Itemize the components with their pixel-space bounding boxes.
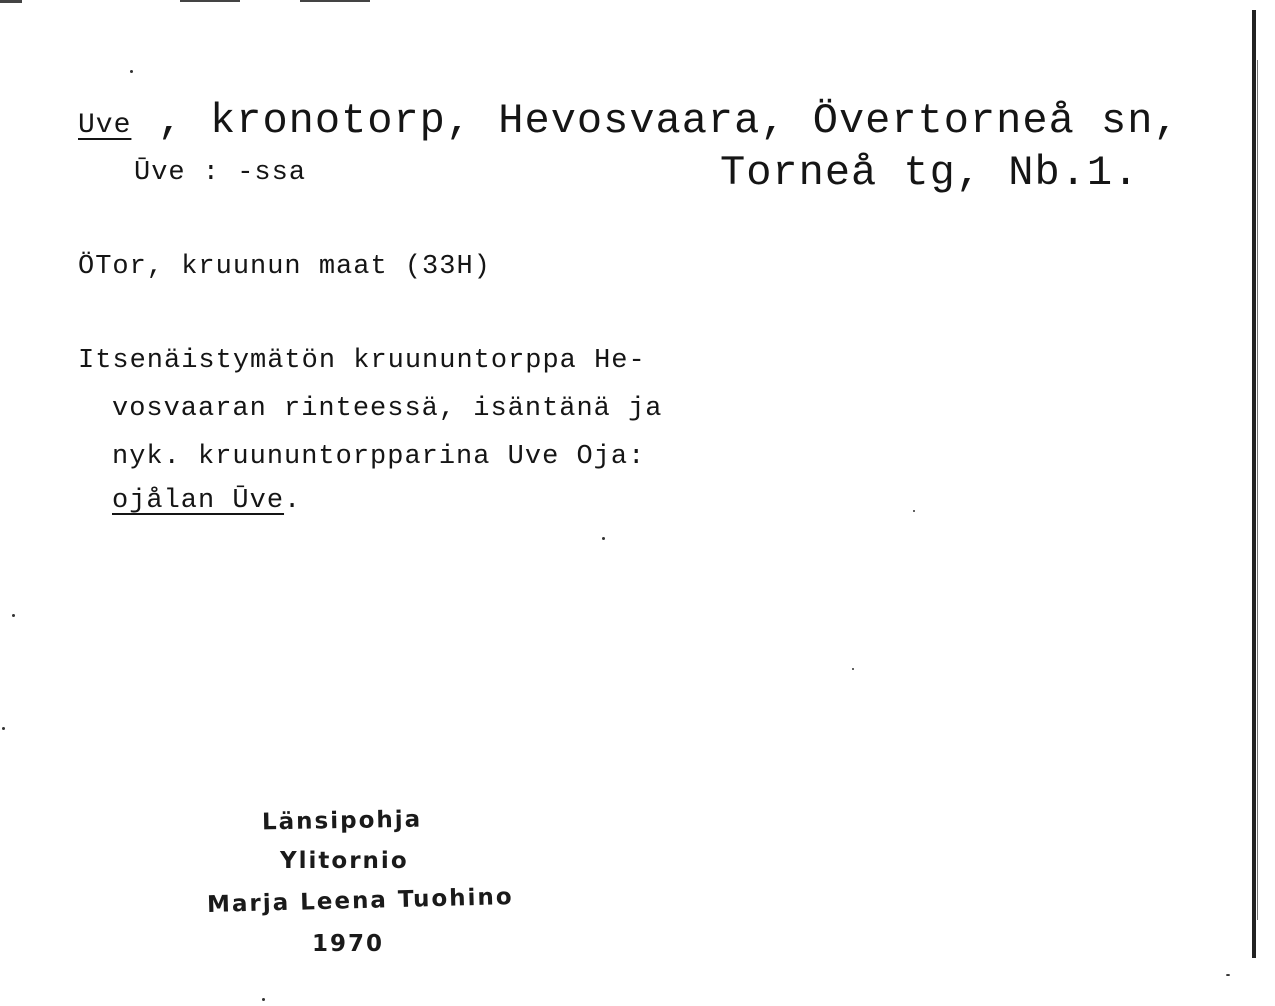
scan-speck: [602, 537, 605, 540]
place-name: Uve: [78, 110, 132, 141]
scan-edge-mark: [300, 0, 370, 2]
body-line-4-end: .: [284, 486, 302, 516]
source-line: ÖTor, kruunun maat (33H): [78, 252, 491, 282]
inflection-line: Ūve : -ssa: [134, 158, 307, 188]
body-line-3: nyk. kruununtorpparina Uve Oja:: [112, 442, 646, 472]
stamp-year: 1970: [312, 931, 385, 957]
stamp-parish: Ylitornio: [280, 848, 409, 874]
scan-edge-mark: [180, 0, 240, 2]
scan-speck: [12, 614, 15, 617]
header-line-1: [78, 97, 1180, 145]
header-description: kronotorp, Hevosvaara, Övertorneå sn,: [210, 97, 1180, 145]
local-name-form: ojålan Ūve: [112, 486, 285, 516]
scan-speck: [262, 998, 265, 1001]
stamp-region: Länsipohja: [261, 806, 423, 836]
scan-edge-mark: [0, 0, 22, 3]
body-line-2: vosvaaran rinteessä, isäntänä ja: [112, 394, 663, 424]
card-edge-rule: [1252, 10, 1256, 958]
card-edge-rule-inner: [1257, 60, 1258, 920]
header-separator: ,: [131, 97, 211, 145]
scan-speck: [130, 70, 133, 73]
stamp-collector: Marja Leena Tuohino: [206, 883, 514, 919]
scan-speck: [852, 668, 854, 670]
scan-speck: [913, 510, 915, 512]
scan-speck: [2, 727, 5, 730]
header-district: Torneå tg, Nb.1.: [720, 149, 1140, 197]
body-line-1: Itsenäistymätön kruununtorppa He-: [78, 346, 646, 376]
scan-speck: [1226, 974, 1230, 976]
body-line-4: [112, 488, 301, 515]
